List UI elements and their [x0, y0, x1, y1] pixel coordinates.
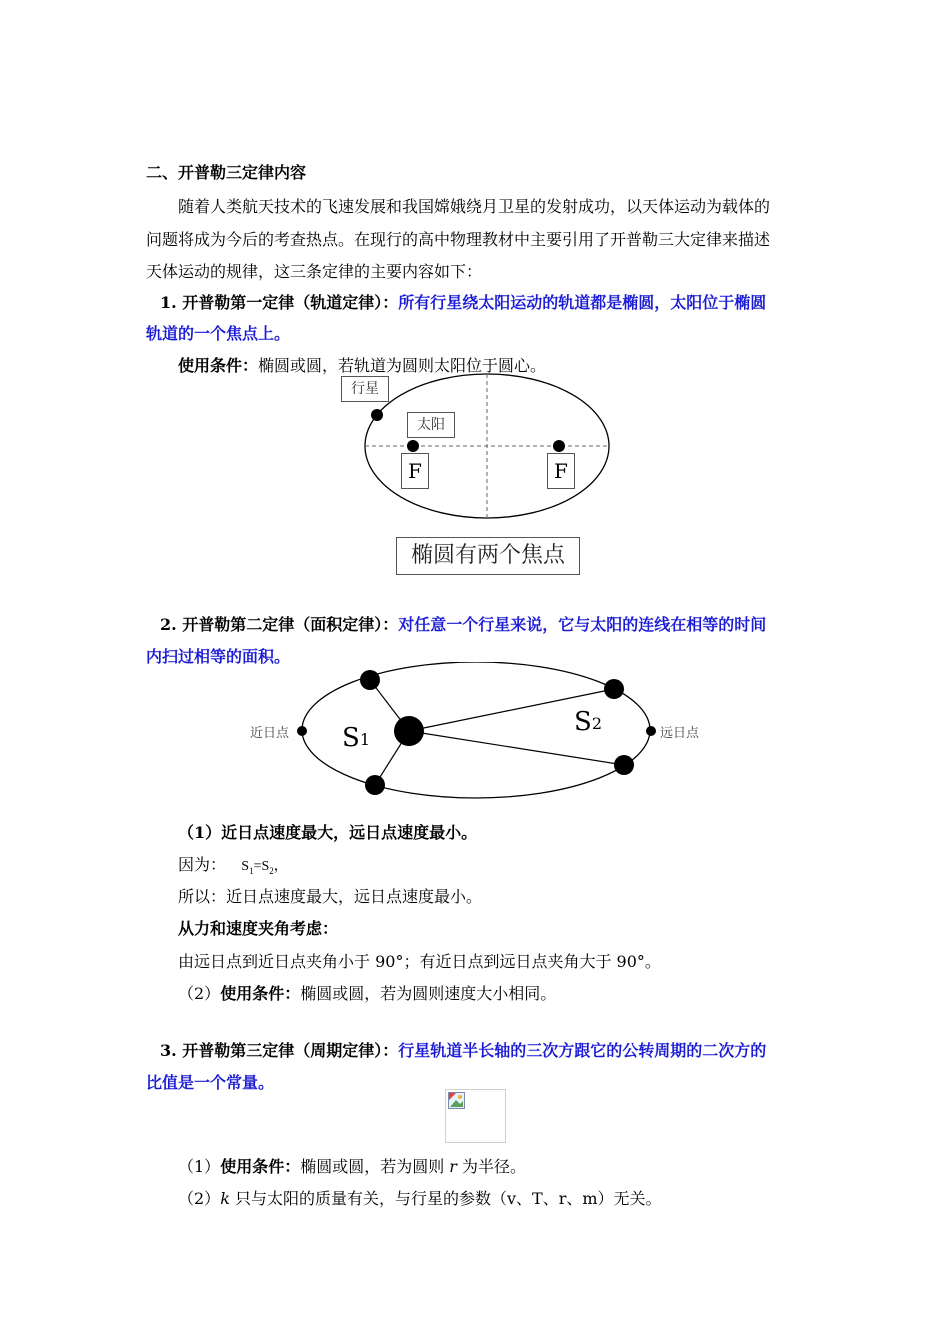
- law1-statement-b: 轨道的一个焦点上。: [146, 324, 291, 343]
- focus-right-label: F: [547, 453, 575, 489]
- ellipse-caption: 椭圆有两个焦点: [396, 537, 580, 575]
- area-s1-label: S1: [342, 723, 370, 753]
- intro-line-3: 天体运动的规律，这三条定律的主要内容如下：: [146, 262, 483, 281]
- law2-angle-heading: 从力和速度夹角考虑：: [178, 919, 339, 938]
- law2-because-line: [178, 854, 288, 882]
- perihelion-dot: [297, 726, 307, 736]
- planet-dot-bottom-left: [365, 775, 385, 795]
- law3-point1: （1）使用条件：椭圆或圆，若为圆则 r 为半径。: [178, 1157, 527, 1176]
- planet-dot-top-left: [360, 670, 380, 690]
- area-s2-label: S2: [574, 707, 602, 737]
- focus-left-label: F: [401, 453, 429, 489]
- sun-label: 太阳: [407, 412, 455, 438]
- law3-heading: 3. 开普勒第三定律（周期定律）：: [160, 1041, 399, 1060]
- right-focus-dot: [553, 440, 565, 452]
- law1-condition-label: 使用条件：: [178, 356, 259, 375]
- aphelion-label: 远日点: [660, 726, 700, 741]
- planet-label: 行星: [341, 376, 389, 402]
- planet-dot-bottom-right: [614, 755, 634, 775]
- law2-point1: （1）近日点速度最大，远日点速度最小。: [178, 823, 478, 842]
- perihelion-label: 近日点: [250, 726, 290, 741]
- law2-statement-a: 对任意一个行星来说，它与太阳的连线在相等的时间: [398, 615, 767, 634]
- sun-dot: [394, 716, 424, 746]
- planet-dot-top-right: [604, 679, 624, 699]
- law2-statement-b: 内扫过相等的面积。: [146, 647, 291, 666]
- law2-therefore: 所以：近日点速度最大，远日点速度最小。: [178, 887, 483, 906]
- law2-heading: 2. 开普勒第二定律（面积定律）：: [160, 615, 399, 634]
- intro-line-2: 问题将成为今后的考查热点。在现行的高中物理教材中主要引用了开普勒三大定律来描述: [146, 230, 771, 249]
- because-formula: $S_1=S_2$，: [241, 859, 288, 876]
- law3-statement-b: 比值是一个常量。: [146, 1073, 275, 1092]
- sun-focus-dot: [407, 440, 419, 452]
- law3-statement-a: 行星轨道半长轴的三次方跟它的公转周期的二次方的: [398, 1041, 767, 1060]
- law1-condition-text: 椭圆或圆，若轨道为圆则太阳位于圆心。: [258, 356, 547, 375]
- broken-image-icon: [448, 1092, 466, 1110]
- law1-heading: 1. 开普勒第一定律（轨道定律）：: [160, 293, 399, 312]
- law2-point2: （2）使用条件：椭圆或圆，若为圆则速度大小相同。: [178, 984, 557, 1003]
- law3-heading-line: [160, 1040, 766, 1062]
- law1-statement-a: 所有行星绕太阳运动的轨道都是椭圆，太阳位于椭圆: [398, 293, 767, 312]
- aphelion-dot: [646, 726, 656, 736]
- law2-heading-line: [160, 614, 766, 636]
- law1-heading-line: [160, 292, 766, 314]
- planet-dot: [371, 409, 383, 421]
- intro-line-1: 随着人类航天技术的飞速发展和我国嫦娥绕月卫星的发射成功，以天体运动为载体的: [178, 197, 771, 216]
- area-law-diagram: [290, 662, 660, 802]
- because-label: 因为：: [178, 855, 227, 874]
- law3-point2: （2）k 只与太阳的质量有关，与行星的参数（v、T、r、m）无关。: [178, 1189, 662, 1208]
- section-title: 二、开普勒三定律内容: [146, 163, 307, 182]
- broken-image-placeholder: [445, 1089, 506, 1143]
- law2-angle-text: 由远日点到近日点夹角小于 90°；有近日点到远日点夹角大于 90°。: [178, 952, 661, 971]
